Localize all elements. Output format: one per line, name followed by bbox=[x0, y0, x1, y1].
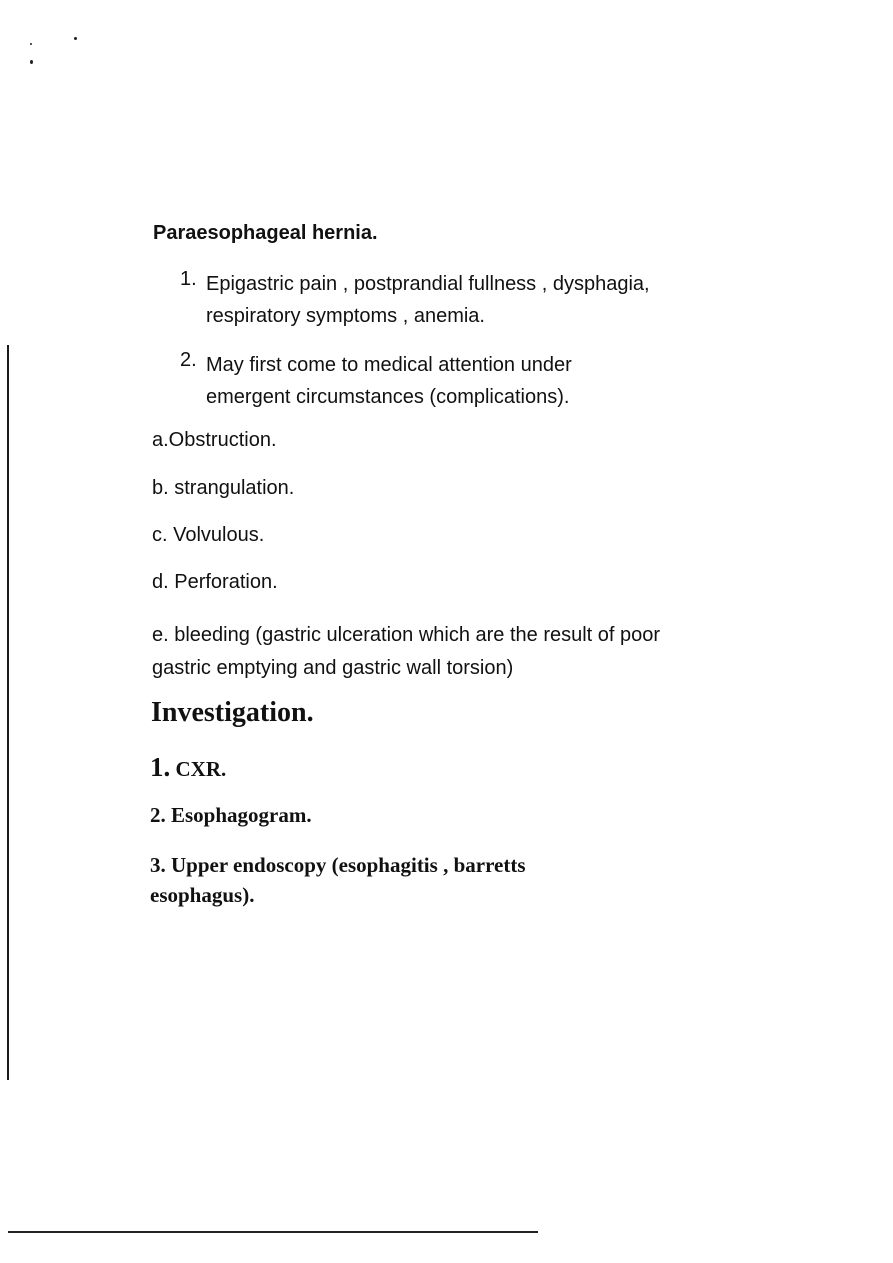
scan-left-edge bbox=[7, 345, 9, 1080]
investigation-text: Esophagogram. bbox=[171, 803, 312, 827]
complication-item: c. Volvulous. bbox=[152, 524, 265, 546]
scan-speck bbox=[30, 43, 32, 45]
investigation-text: CXR. bbox=[175, 757, 227, 781]
scan-speck bbox=[30, 60, 33, 64]
symptom-number: 2. bbox=[180, 349, 197, 371]
symptom-text: May first come to medical attention under emergent circumstances (complications). bbox=[206, 354, 572, 408]
investigation-number: 3. bbox=[150, 853, 166, 877]
scan-speck bbox=[74, 37, 77, 40]
symptom-number: 1. bbox=[180, 268, 197, 290]
investigation-item bbox=[150, 803, 312, 828]
bleeding-note: e. bleeding (gastric ulceration which are the result of poor gastric emptying and gastric wall torsion) bbox=[152, 624, 661, 679]
complication-item: b. strangulation. bbox=[152, 477, 295, 499]
complication-item: a.Obstruction. bbox=[152, 429, 277, 451]
section-title: Paraesophageal hernia. bbox=[153, 222, 378, 244]
investigation-number: 1. bbox=[150, 752, 171, 782]
symptom-text: Epigastric pain , postprandial fullness , dysphagia, respiratory symptoms , anemia. bbox=[206, 273, 650, 327]
scan-bottom-rule bbox=[8, 1231, 538, 1233]
complication-item: d. Perforation. bbox=[152, 571, 278, 593]
investigation-text: Upper endoscopy (esophagitis , barretts esophagus). bbox=[150, 853, 526, 907]
symptom-item bbox=[180, 349, 197, 372]
investigation-number: 2. bbox=[150, 803, 166, 827]
investigation-item bbox=[150, 752, 226, 783]
symptom-item bbox=[180, 268, 197, 291]
investigation-item bbox=[150, 850, 610, 910]
investigation-title: Investigation. bbox=[151, 697, 314, 728]
